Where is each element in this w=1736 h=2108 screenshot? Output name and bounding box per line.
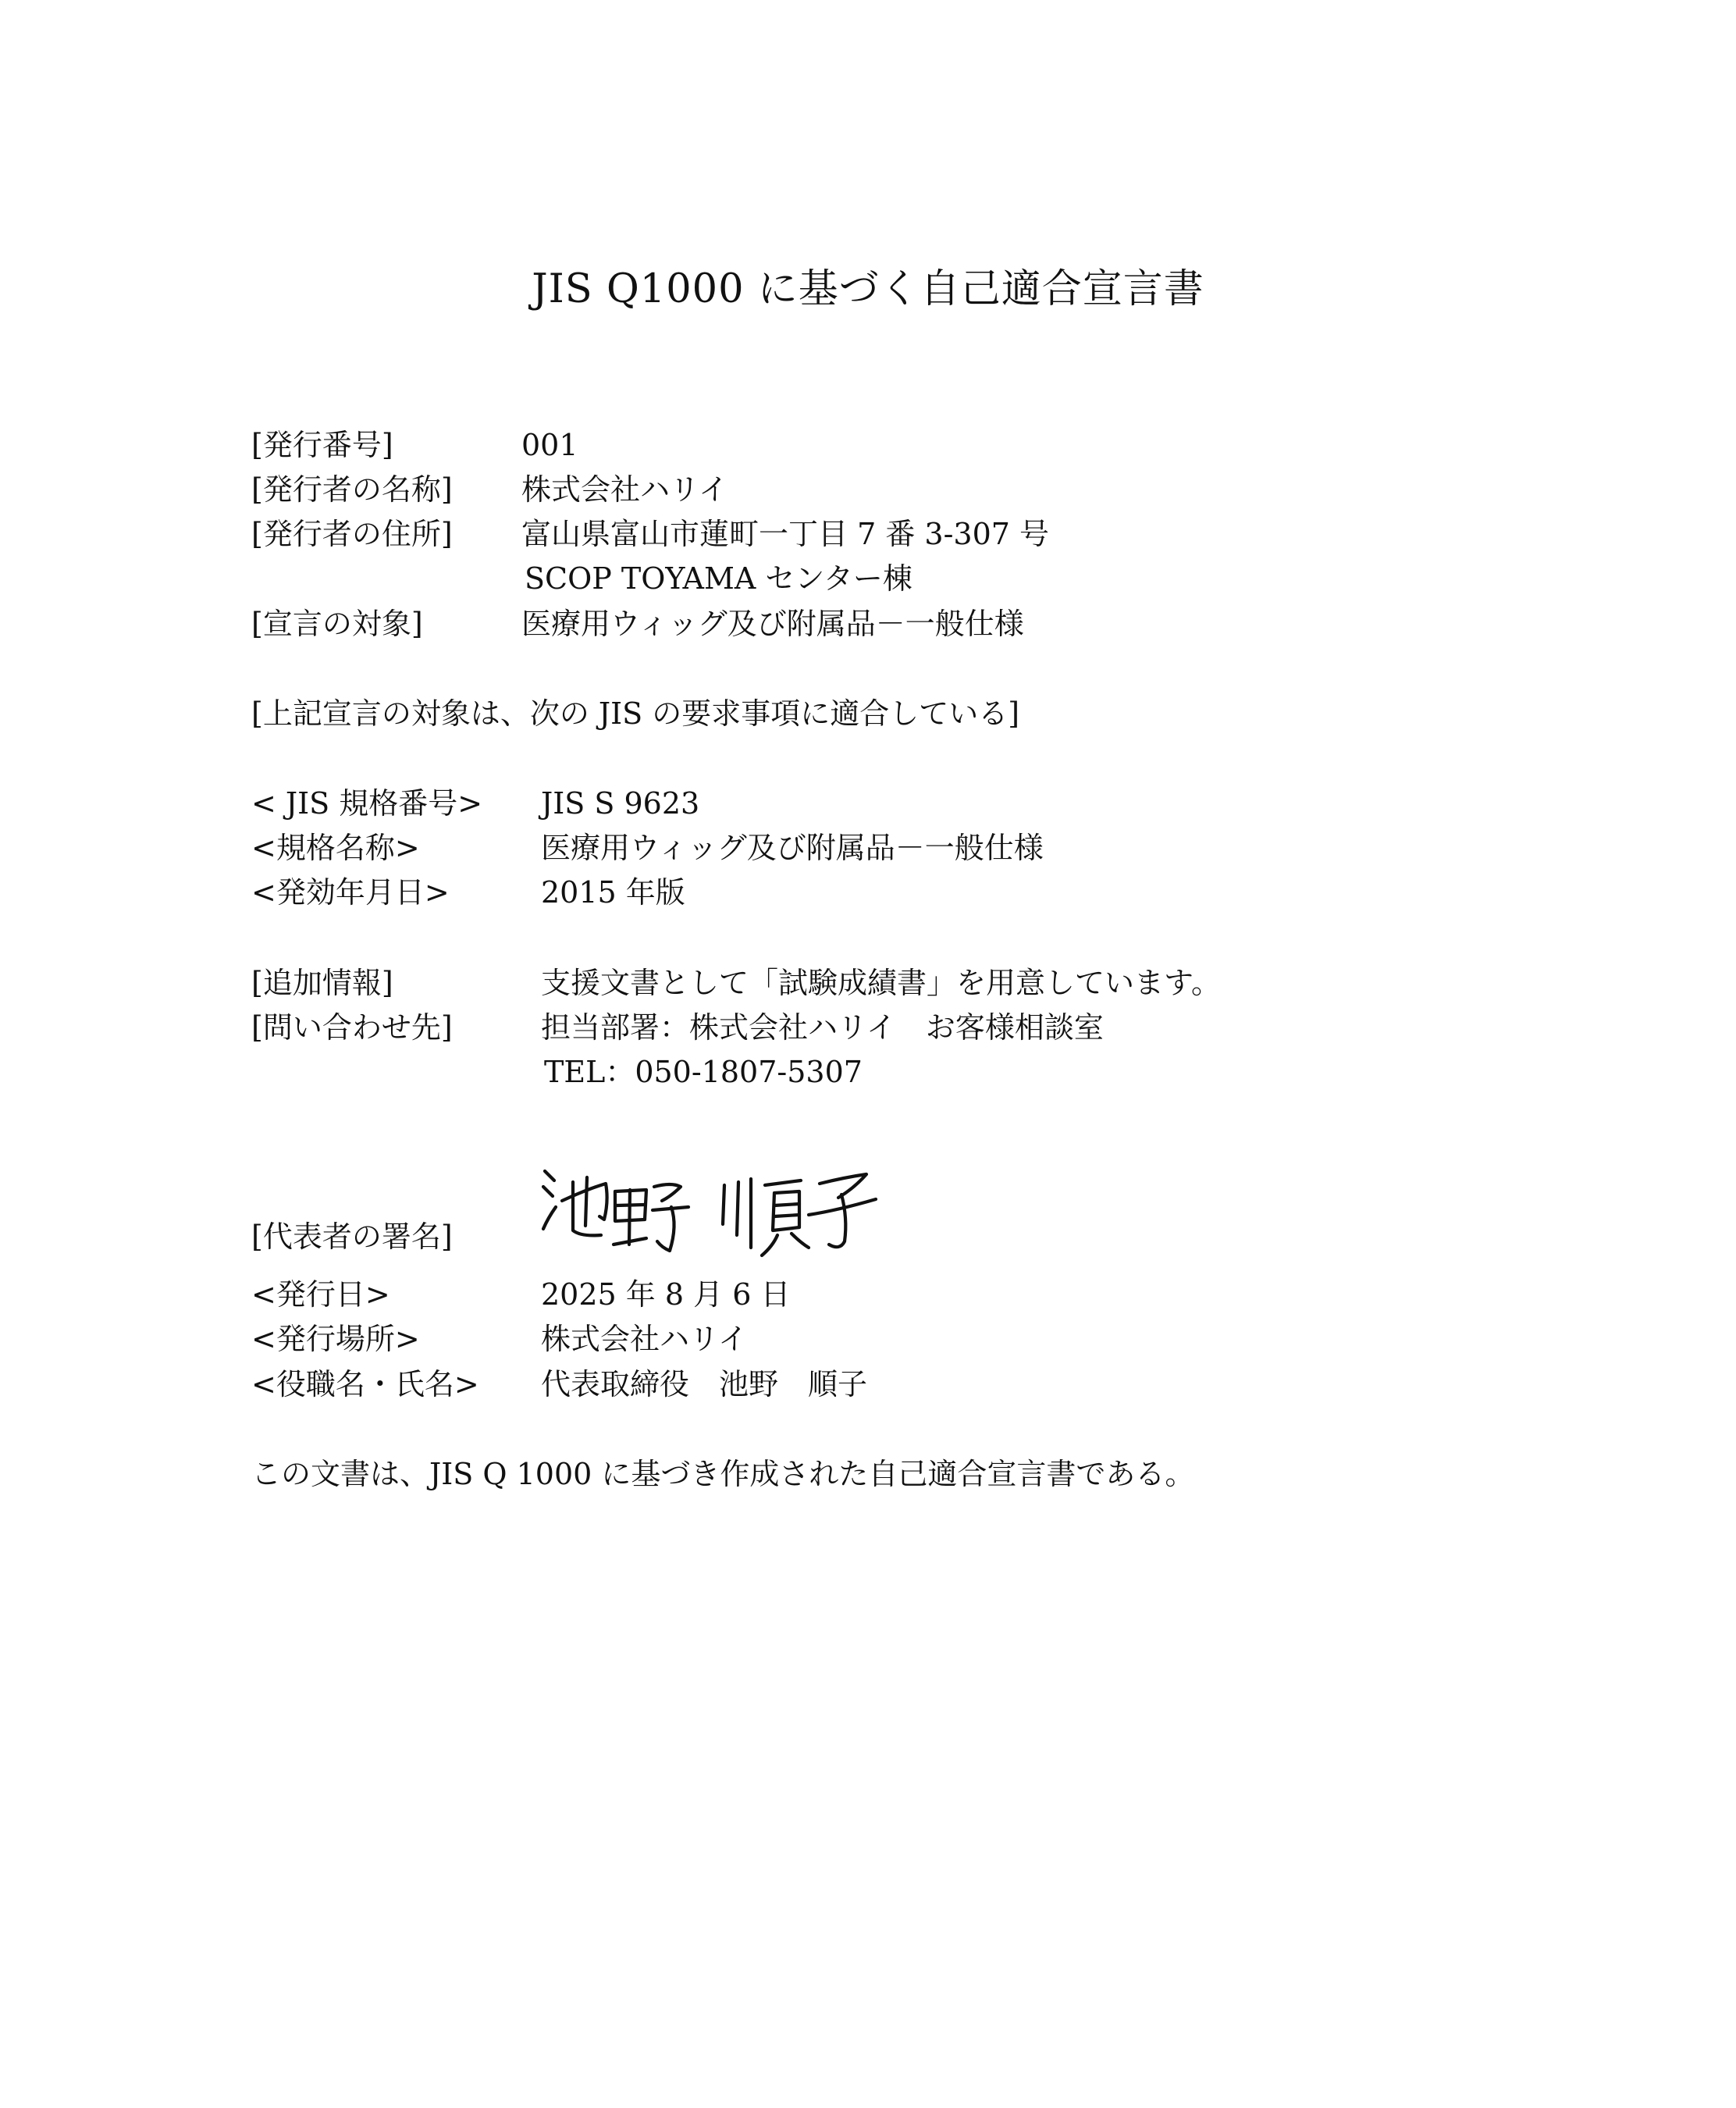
- standard-name-label: <規格名称>: [251, 831, 420, 865]
- issue-number-value: 001: [521, 428, 578, 462]
- document-title: JIS Q1000 に基づく自己適合宣言書: [532, 266, 1204, 312]
- standard-effective-label: <発効年月日>: [251, 875, 450, 910]
- contact-tel: TEL：050-1807-5307: [544, 1055, 863, 1089]
- standard-effective-value: 2015 年版: [541, 875, 685, 910]
- contact-label: [問い合わせ先]: [251, 1010, 453, 1045]
- issue-place-value: 株式会社ハリイ: [541, 1322, 748, 1356]
- standard-number-value: JIS S 9623: [541, 786, 700, 821]
- issuer-address-label: [発行者の住所]: [251, 517, 453, 551]
- issue-place-label: <発行場所>: [251, 1322, 420, 1356]
- issuer-name-value: 株式会社ハリイ: [521, 472, 728, 507]
- issue-number-label: [発行番号]: [251, 428, 393, 462]
- issuer-name-label: [発行者の名称]: [251, 472, 453, 507]
- title-name-label: <役職名・氏名>: [251, 1367, 479, 1401]
- issuer-address-line2: SCOP TOYAMA センター棟: [525, 561, 912, 596]
- issue-date-label: <発行日>: [251, 1277, 390, 1312]
- additional-info-label: [追加情報]: [251, 966, 393, 1000]
- title-name-value: 代表取締役 池野 順子: [541, 1367, 868, 1401]
- conformity-statement: [上記宣言の対象は、次の JIS の要求事項に適合している]: [251, 696, 1020, 731]
- contact-value: 担当部署：株式会社ハリイ お客様相談室: [541, 1010, 1104, 1045]
- handwritten-signature: [539, 1163, 898, 1265]
- issue-date-value: 2025 年 8 月 6 日: [541, 1277, 791, 1312]
- declaration-object-label: [宣言の対象]: [251, 607, 423, 641]
- declaration-object-value: 医療用ウィッグ及び附属品－一般仕様: [521, 607, 1024, 641]
- closing-statement: この文書は、JIS Q 1000 に基づき作成された自己適合宣言書である。: [251, 1457, 1195, 1491]
- standard-name-value: 医療用ウィッグ及び附属品－一般仕様: [541, 831, 1044, 865]
- issuer-address-line1: 富山県富山市蓮町一丁目 7 番 3-307 号: [521, 517, 1050, 551]
- signature-label: [代表者の署名]: [251, 1220, 453, 1254]
- additional-info-value: 支援文書として「試験成績書」を用意しています。: [541, 966, 1221, 1000]
- standard-number-label: < JIS 規格番号>: [251, 786, 483, 821]
